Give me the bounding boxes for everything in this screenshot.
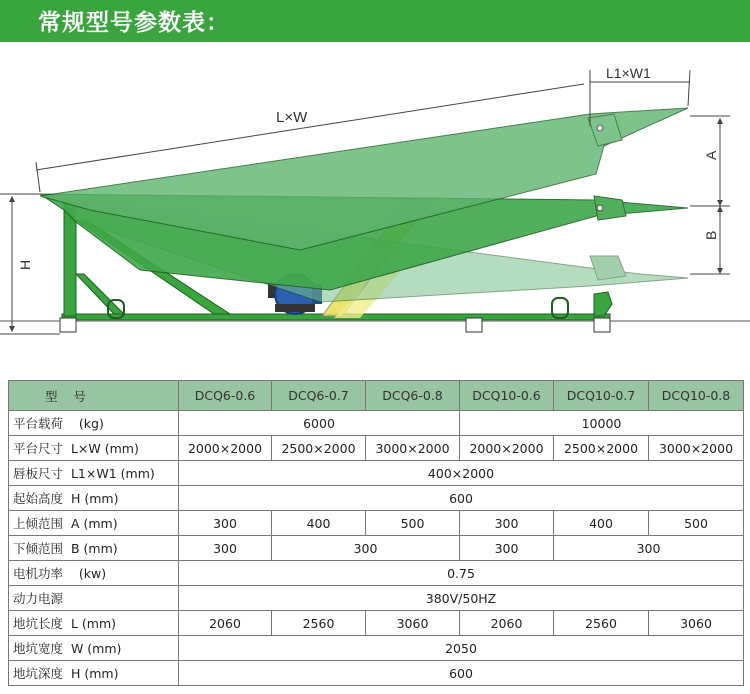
dim-l1w1-label: L1×W1 bbox=[606, 65, 651, 81]
dock-leveler-diagram bbox=[0, 42, 750, 372]
row-label: 唇板尺寸 L1×W1 (mm) bbox=[9, 461, 179, 486]
model-dcq6-07: DCQ6-0.7 bbox=[272, 381, 366, 411]
row-label: 下倾范围 B (mm) bbox=[9, 536, 179, 561]
title-banner bbox=[0, 0, 750, 42]
header-model-label: 型 号 bbox=[9, 381, 179, 411]
row-label: 地坑长度 L (mm) bbox=[9, 611, 179, 636]
model-dcq6-08: DCQ6-0.8 bbox=[366, 381, 460, 411]
table-row: 起始高度 H (mm) 600 bbox=[9, 486, 744, 511]
spec-table bbox=[8, 380, 744, 686]
model-dcq6-06: DCQ6-0.6 bbox=[179, 381, 272, 411]
model-dcq10-07: DCQ10-0.7 bbox=[554, 381, 649, 411]
table-row: 唇板尺寸 L1×W1 (mm) 400×2000 bbox=[9, 461, 744, 486]
table-row: 电机功率 (kw) 0.75 bbox=[9, 561, 744, 586]
dim-lw-label: L×W bbox=[276, 109, 308, 126]
row-label: 地坑宽度 W (mm) bbox=[9, 636, 179, 661]
dim-b-label: B bbox=[703, 230, 719, 240]
table-row: 下倾范围 B (mm) 300 300 300 300 bbox=[9, 536, 744, 561]
dim-h-label: H bbox=[17, 259, 33, 270]
row-label: 上倾范围 A (mm) bbox=[9, 511, 179, 536]
row-label: 起始高度 H (mm) bbox=[9, 486, 179, 511]
dim-a-label: A bbox=[703, 150, 719, 160]
table-row: 地坑深度 H (mm) 600 bbox=[9, 661, 744, 686]
table-header-row bbox=[9, 381, 744, 411]
model-dcq10-06: DCQ10-0.6 bbox=[460, 381, 554, 411]
page-title: 常规型号参数表： bbox=[38, 10, 230, 36]
row-label: 动力电源 bbox=[9, 586, 179, 611]
row-label: 地坑深度 H (mm) bbox=[9, 661, 179, 686]
table-row: 地坑长度 L (mm) 2060 2560 3060 2060 2560 3060 bbox=[9, 611, 744, 636]
row-label: 电机功率 (kw) bbox=[9, 561, 179, 586]
table-row: 平台尺寸 L×W (mm) 2000×2000 2500×2000 3000×2000 2000×2000 2500×2000 3000×2000 bbox=[9, 436, 744, 461]
row-label: 平台载荷 (kg) bbox=[9, 411, 179, 436]
table-row: 上倾范围 A (mm) 300 400 500 300 400 500 bbox=[9, 511, 744, 536]
row-label: 平台尺寸 L×W (mm) bbox=[9, 436, 179, 461]
table-row: 地坑宽度 W (mm) 2050 bbox=[9, 636, 744, 661]
table-row: 平台载荷 (kg) 6000 10000 bbox=[9, 411, 744, 436]
table-row: 动力电源 380V/50HZ bbox=[9, 586, 744, 611]
model-dcq10-08: DCQ10-0.8 bbox=[649, 381, 744, 411]
